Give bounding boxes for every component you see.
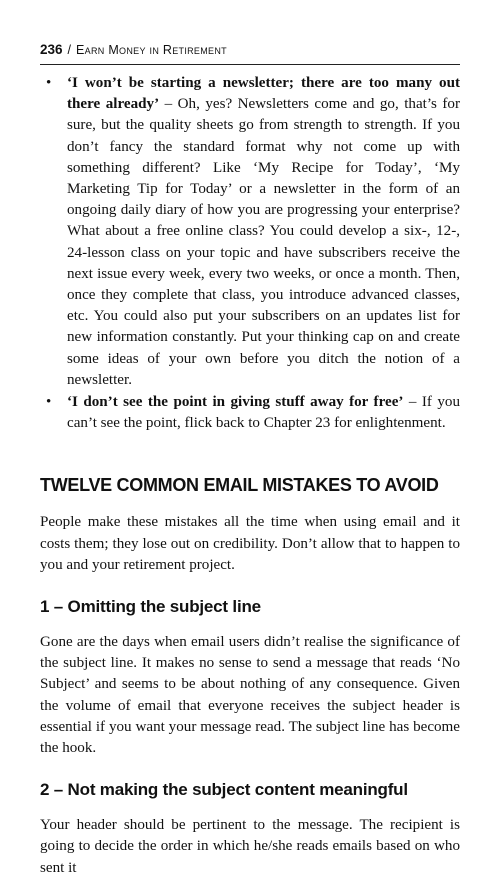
list-item [40, 392, 460, 434]
section-heading: TWELVE COMMON EMAIL MISTAKES TO AVOID [40, 475, 439, 496]
page-body [40, 73, 460, 879]
page-number: 236 [40, 42, 63, 57]
bullet-paragraph [67, 392, 460, 434]
section-intro: People make these mistakes all the time when using email and it costs them; they lose out on credibility. Don’t allow that to happen to you and your retirement project. [40, 514, 460, 573]
bullet-icon: • [46, 394, 52, 411]
header-separator: / [67, 43, 72, 57]
list-item [40, 73, 460, 391]
subsection-heading: 2 – Not making the subject content meaningful [40, 780, 408, 800]
header-rule [40, 64, 460, 65]
bullet-text: – If you can’t see the point, flick back to Chapter 23 for enlightenment. [67, 394, 461, 432]
bullet-list [40, 73, 460, 434]
bullet-lead: ‘I don’t see the point in giving stuff away for free’ [67, 394, 404, 411]
bullet-lead: ‘I won’t be starting a newsletter; there are too many out there already’ [67, 75, 460, 113]
bullet-icon: • [46, 75, 52, 91]
bullet-text: – Oh, yes? Newsletters come and go, that’s for sure, but the quality sheets go from strength to strength. If you don’t fancy the standard format why not come up with something different? Like ‘My Recipe for Today’, ‘My Marketing Tip for Today’ or a newsletter in the form of an ongoing daily diary of how you are progressing your enterprise? What about a free online class? You could develop a six-, 12-, 24-lesson class on your topic and have subscribers receive the next issue every week, every two weeks, or once a month. Then, once they complete that class, you introduce advanced classes, etc. You could also put your subscribers on an updates list for new information constantly. Put your thinking cap on and create some ideas of your own before you ditch the notion of a newsletter. [67, 96, 460, 388]
subsection-paragraph: Gone are the days when email users didn’t realise the significance of the subject line. It makes no sense to send a message that reads ‘No Subject’ and seems to be about nothing of any consequence. Given the volume of email that everyone receives the subject header is essential if you want your message read. The subject line has become the hook. [40, 634, 460, 757]
book-title: Earn Money in Retirement [76, 43, 227, 57]
subsection-heading: 1 – Omitting the subject line [40, 597, 261, 617]
running-head [40, 42, 458, 62]
bullet-paragraph [67, 73, 460, 391]
subsection-paragraph: Your header should be pertinent to the message. The recipient is going to decide the order in which he/she reads emails based on who sent it [40, 817, 460, 876]
